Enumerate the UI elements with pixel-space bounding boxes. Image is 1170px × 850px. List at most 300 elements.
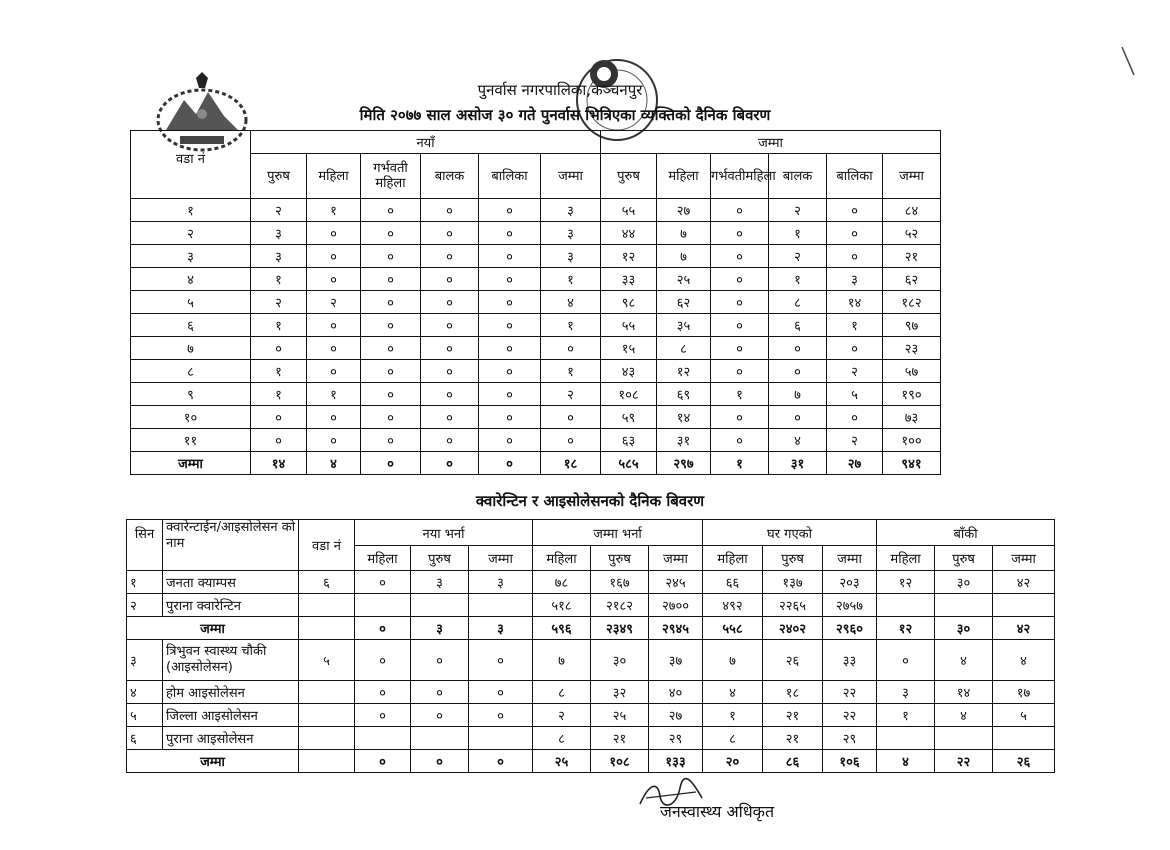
total-cell: ६२ [883,268,941,291]
new-cell: २ [251,291,307,314]
new-col-header: पुरुष [251,154,307,199]
new-cell: ० [307,406,361,429]
value-cell: ३० [935,617,993,640]
new-cell: ० [479,199,541,222]
value-cell: २१ [763,704,823,727]
table-row [131,245,941,268]
total-cell: ४३ [601,360,657,383]
total-label: जम्मा [131,452,251,475]
table-row [131,199,941,222]
total-cell: ७ [657,222,711,245]
total-cell: १०८ [601,383,657,406]
value-cell: २२६५ [763,594,823,617]
new-cell: २ [251,199,307,222]
total-cell: ० [769,406,827,429]
quarantine-table [126,519,1055,773]
value-cell: १ [877,704,935,727]
total-cell: २ [769,245,827,268]
value-cell: २२ [935,750,993,773]
new-cell: ० [307,268,361,291]
total-cell: ५५ [601,199,657,222]
new-cell: ० [421,383,479,406]
total-cell: १२ [601,245,657,268]
signature-title: जनस्वास्थ्य अधिकृत [660,802,775,821]
value-cell: १३७ [763,571,823,594]
total-cell: ७३ [883,406,941,429]
subcol-header: पुरुष [591,546,649,571]
sn-cell: ६ [127,727,163,750]
subcol-header: महिला [877,546,935,571]
subcol-header: जम्मा [469,546,533,571]
total-col-header: पुरुष [601,154,657,199]
value-cell: ३ [411,571,469,594]
table-row [131,383,941,406]
total-cell: ८ [769,291,827,314]
ward-cell [299,617,355,640]
total-col-header: गर्भवतीमहिला [711,154,769,199]
value-cell: २३४९ [591,617,649,640]
ward-header: वडा नं [131,131,251,199]
subcol-header: पुरुष [411,546,469,571]
value-cell: २७ [649,704,703,727]
new-cell: १ [251,383,307,406]
table-row [131,360,941,383]
new-cell: ० [361,383,421,406]
value-cell: ० [469,704,533,727]
total-cell: ० [769,360,827,383]
new-cell: ० [307,222,361,245]
value-cell: ४ [703,681,763,704]
total-cell: १४ [657,406,711,429]
new-cell: ० [479,245,541,268]
value-cell: १८ [763,681,823,704]
total-cell: २७ [827,452,883,475]
total-cell: ० [711,314,769,337]
total-cell: ३ [827,268,883,291]
new-cell: ० [361,406,421,429]
total-col-header: महिला [657,154,711,199]
value-cell: २२ [823,704,877,727]
total-cell: २९७ [657,452,711,475]
ward-cell [299,681,355,704]
sn-cell: ४ [127,681,163,704]
new-cell: ० [251,337,307,360]
total-cell: २ [827,429,883,452]
table-row [131,429,941,452]
ward-cell: ४ [131,268,251,291]
value-cell: ४२ [993,571,1055,594]
value-cell: १६७ [591,571,649,594]
total-cell: ० [827,406,883,429]
new-col-header: बालिका [479,154,541,199]
name-cell: जिल्ला आइसोलेसन [163,704,299,727]
new-cell: ० [541,337,601,360]
value-cell: ४ [935,640,993,681]
new-cell: ० [479,291,541,314]
new-cell: ० [479,268,541,291]
new-cell: १ [251,268,307,291]
value-cell: ३० [935,571,993,594]
table-row [131,406,941,429]
new-cell: १ [541,360,601,383]
total-cell: १ [711,452,769,475]
value-cell: ७८ [533,571,591,594]
total-cell: ९४१ [883,452,941,475]
new-cell: १ [251,360,307,383]
new-cell: ० [361,245,421,268]
total-cell: ५२ [883,222,941,245]
total-cell: २३ [883,337,941,360]
value-cell: २५ [591,704,649,727]
new-cell: २ [541,383,601,406]
ward-cell: ६ [131,314,251,337]
new-cell: ० [421,245,479,268]
total-cell: ३३ [601,268,657,291]
value-cell: १२ [877,617,935,640]
value-cell: २९ [823,727,877,750]
ward-cell: ५ [131,291,251,314]
total-cell: २५ [657,268,711,291]
total-cell: १२ [657,360,711,383]
new-cell: १ [307,383,361,406]
sn-cell: १ [127,571,163,594]
value-cell [935,594,993,617]
total-cell: ० [711,291,769,314]
new-cell: ० [421,360,479,383]
value-cell: २१८२ [591,594,649,617]
subtotal-label: जम्मा [127,617,299,640]
value-cell: २२ [823,681,877,704]
total-cell: ५ [827,383,883,406]
value-cell: २४०२ [763,617,823,640]
value-cell: ० [411,750,469,773]
total-cell: १५ [601,337,657,360]
new-cell: ० [479,314,541,337]
new-cell: ० [361,452,421,475]
ward-header-2: वडा नं [299,520,355,571]
ward-cell: २ [131,222,251,245]
total-cell: ४ [769,429,827,452]
total-cell: ० [827,337,883,360]
subtotal-row [127,750,1055,773]
new-cell: ४ [541,291,601,314]
value-cell: ४ [993,640,1055,681]
new-cell: ० [307,337,361,360]
ward-cell: ६ [299,571,355,594]
total-cell: ९८ [601,291,657,314]
value-cell: ७ [703,640,763,681]
name-cell: पुराना क्वारेन्टिन [163,594,299,617]
value-cell: १०८ [591,750,649,773]
new-col-header: गर्भवती महिला [361,154,421,199]
value-cell: १ [703,704,763,727]
total-cell: १ [769,222,827,245]
total-cell: ० [769,337,827,360]
new-cell: ० [479,360,541,383]
table-row [131,222,941,245]
value-cell: ० [355,704,411,727]
table-row [127,704,1055,727]
value-cell: १४ [935,681,993,704]
ward-cell [299,594,355,617]
value-cell: ३० [591,640,649,681]
new-cell: ० [421,452,479,475]
new-cell: ० [479,452,541,475]
total-cell: ७ [657,245,711,268]
value-cell: २ [533,704,591,727]
value-cell: ३२ [591,681,649,704]
table-row [127,681,1055,704]
group-total-header: जम्मा [601,131,941,154]
new-col-header: बालक [421,154,479,199]
new-cell: १ [251,314,307,337]
total-cell: १८२ [883,291,941,314]
value-cell: २६ [993,750,1055,773]
value-cell: ० [469,750,533,773]
value-cell: ३ [877,681,935,704]
name-header: क्वारेन्टाईन/आइसोलेसन को नाम [163,520,299,571]
total-cell: ५५ [601,314,657,337]
ward-cell [299,750,355,773]
value-cell: २६ [763,640,823,681]
value-cell: ४९२ [703,594,763,617]
value-cell: २९६० [823,617,877,640]
total-cell: ४४ [601,222,657,245]
subtotal-label: जम्मा [127,750,299,773]
new-cell: ० [307,245,361,268]
subtotal-row [127,617,1055,640]
value-cell: ० [355,750,411,773]
total-cell: ९७ [883,314,941,337]
table-row [131,337,941,360]
table-row [131,268,941,291]
value-cell [993,727,1055,750]
value-cell: ३ [411,617,469,640]
subcol-header: जम्मा [823,546,877,571]
value-cell: ५१८ [533,594,591,617]
new-cell: ० [421,429,479,452]
new-cell: ० [307,360,361,383]
table-row [131,314,941,337]
new-cell: १ [541,268,601,291]
scan-edge-mark [1120,45,1136,77]
new-cell: ० [307,429,361,452]
name-cell: पुराना आइसोलेसन [163,727,299,750]
name-cell: होम आइसोलेसन [163,681,299,704]
group-remaining: बाँकी [877,520,1055,546]
value-cell: ० [411,704,469,727]
new-cell: १८ [541,452,601,475]
total-cell: ० [711,337,769,360]
new-cell: ० [479,337,541,360]
new-cell: ४ [307,452,361,475]
total-cell: ० [711,222,769,245]
value-cell: ० [355,617,411,640]
table-row [127,727,1055,750]
new-cell: ० [421,199,479,222]
total-cell: १०० [883,429,941,452]
value-cell: ८६ [763,750,823,773]
total-cell: ८४ [883,199,941,222]
total-cell: ३१ [769,452,827,475]
value-cell: ८ [533,681,591,704]
value-cell [355,594,411,617]
group-total-admission: जम्मा भर्ना [533,520,703,546]
new-cell: ० [361,222,421,245]
subcol-header: जम्मा [993,546,1055,571]
subcol-header: महिला [703,546,763,571]
value-cell: ३७ [649,640,703,681]
new-cell: ० [361,337,421,360]
ward-cell: १ [131,199,251,222]
total-cell: ७ [769,383,827,406]
ward-cell: ७ [131,337,251,360]
new-cell: ० [361,199,421,222]
new-cell: ० [251,406,307,429]
subcol-header: पुरुष [935,546,993,571]
new-cell: ३ [251,245,307,268]
new-cell: ० [479,222,541,245]
value-cell: ८ [533,727,591,750]
total-cell: ० [711,245,769,268]
value-cell: १०६ [823,750,877,773]
value-cell: ६६ [703,571,763,594]
new-cell: ० [421,222,479,245]
total-cell: ६२ [657,291,711,314]
total-cell: ५९ [601,406,657,429]
value-cell: ० [355,571,411,594]
total-cell: ० [711,360,769,383]
total-cell: ३५ [657,314,711,337]
ward-cell [299,727,355,750]
total-cell: ६९ [657,383,711,406]
new-cell: ० [361,360,421,383]
table-row [131,291,941,314]
total-cell: ० [711,199,769,222]
value-cell [877,727,935,750]
value-cell [469,594,533,617]
total-cell: १ [711,383,769,406]
group-new-admission: नया भर्ना [355,520,533,546]
new-cell: ० [307,314,361,337]
total-row [131,452,941,475]
subcol-header: महिला [355,546,411,571]
value-cell [411,727,469,750]
value-cell: ५९६ [533,617,591,640]
new-cell: ० [361,429,421,452]
value-cell: २०३ [823,571,877,594]
total-cell: १ [827,314,883,337]
value-cell: ३ [469,571,533,594]
total-cell: २ [827,360,883,383]
new-cell: ० [251,429,307,452]
value-cell [877,594,935,617]
sn-cell: २ [127,594,163,617]
value-cell: २७५७ [823,594,877,617]
new-cell: १४ [251,452,307,475]
value-cell: ५५८ [703,617,763,640]
total-cell: ० [827,222,883,245]
sn-cell: ५ [127,704,163,727]
new-cell: ० [421,291,479,314]
new-cell: ० [541,406,601,429]
total-col-header: बालक [769,154,827,199]
table-row [127,571,1055,594]
value-cell: १२ [877,571,935,594]
total-cell: ८ [657,337,711,360]
total-cell: १९० [883,383,941,406]
value-cell [411,594,469,617]
new-cell: ० [541,429,601,452]
new-cell: ० [479,383,541,406]
subcol-header: महिला [533,546,591,571]
new-cell: ० [361,268,421,291]
value-cell: २१ [591,727,649,750]
new-cell: ० [421,314,479,337]
new-cell: ३ [541,222,601,245]
new-cell: ० [361,314,421,337]
value-cell [355,727,411,750]
ward-cell: ११ [131,429,251,452]
ward-cell: १० [131,406,251,429]
value-cell: ० [411,640,469,681]
name-cell: जनता क्याम्पस [163,571,299,594]
value-cell: १३३ [649,750,703,773]
value-cell: २१ [763,727,823,750]
new-col-header: जम्मा [541,154,601,199]
value-cell: ८ [703,727,763,750]
group-discharged: घर गएको [703,520,877,546]
new-cell: ० [479,429,541,452]
ward-cell [299,704,355,727]
new-cell: ३ [251,222,307,245]
value-cell [993,594,1055,617]
total-cell: ५७ [883,360,941,383]
value-cell: ० [355,640,411,681]
new-cell: ० [361,291,421,314]
total-col-header: बालिका [827,154,883,199]
subcol-header: जम्मा [649,546,703,571]
value-cell: ४२ [993,617,1055,640]
value-cell: ३ [469,617,533,640]
value-cell: ० [469,681,533,704]
total-col-header: जम्मा [883,154,941,199]
new-cell: १ [541,314,601,337]
value-cell: ३३ [823,640,877,681]
value-cell: २४५ [649,571,703,594]
total-cell: ३१ [657,429,711,452]
value-cell: ४ [935,704,993,727]
total-cell: २ [769,199,827,222]
value-cell [469,727,533,750]
value-cell: २७०० [649,594,703,617]
value-cell: ४ [877,750,935,773]
group-new-header: नयाँ [251,131,601,154]
new-cell: २ [307,291,361,314]
table-row [127,640,1055,681]
total-cell: ० [711,406,769,429]
header-line-2: मिति २०७७ साल असोज ३० गते पुनर्वास भित्रिएका व्यक्तिको दैनिक बिवरण [359,106,771,124]
new-cell: ० [479,406,541,429]
total-cell: ० [827,199,883,222]
value-cell: ० [469,640,533,681]
total-cell: ५८५ [601,452,657,475]
sn-cell: ३ [127,640,163,681]
value-cell [935,727,993,750]
total-cell: ६३ [601,429,657,452]
total-cell: ० [827,245,883,268]
total-cell: २७ [657,199,711,222]
